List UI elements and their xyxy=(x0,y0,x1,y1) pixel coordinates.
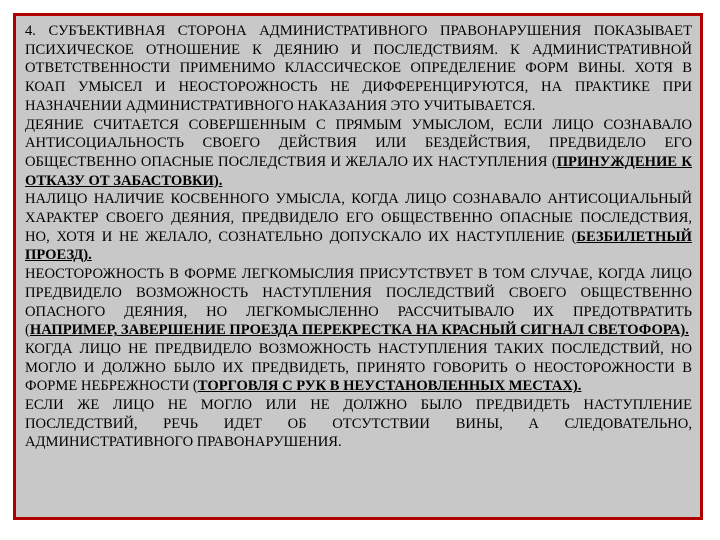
paragraph-text: НЕОСТОРОЖНОСТЬ В ФОРМЕ ЛЕГКОМЫСЛИЯ ПРИСУТСТВУЕТ В ТОМ СЛУЧАЕ, КОГДА ЛИЦО ПРЕДВИДЕЛО ВОЗМОЖНОСТЬ НАСТУПЛЕНИЯ ПОСЛЕДСТВИЙ СВОЕГО ОБЩЕСТВЕННО ОПАСНОГО ДЕЯНИЯ, НО ЛЕГКОМЫСЛЕННО РАССЧИТЫВАЛО ИХ ПРЕДОТВРАТИТЬ ( xyxy=(25,266,692,339)
example-text: ПРИНУЖДЕНИЕ К ОТКАЗУ ОТ ЗАБАСТОВКИ). xyxy=(25,153,692,189)
example-text: БЕЗБИЛЕТНЫЙ ПРОЕЗД). xyxy=(25,228,692,264)
paragraph-intro xyxy=(25,22,692,116)
paragraph-text: ДЕЯНИЕ СЧИТАЕТСЯ СОВЕРШЕННЫМ С ПРЯМЫМ УМЫСЛОМ, ЕСЛИ ЛИЦО СОЗНАВАЛО АНТИСОЦИАЛЬНОСТЬ СВОЕГО ДЕЙСТВИЯ ИЛИ БЕЗДЕЙСТВИЯ, ПРЕДВИДЕЛО ЕГО ОБЩЕСТВЕННО ОПАСНЫЕ ПОСЛЕДСТВИЯ И ЖЕЛАЛО ИХ НАСТУПЛЕНИЯ ( xyxy=(25,116,692,170)
paragraph-indirect-intent xyxy=(25,190,692,265)
text-panel xyxy=(13,13,703,520)
paragraph-text: 4. СУБЪЕКТИВНАЯ СТОРОНА АДМИНИСТРАТИВНОГО ПРАВОНАРУШЕНИЯ ПОКАЗЫВАЕТ ПСИХИЧЕСКОЕ ОТНОШЕНИЕ К ДЕЯНИЮ И ПОСЛЕДСТВИЯМ. К АДМИНИСТРАТИВНОЙ ОТВЕТСТВЕННОСТИ ПРИМЕНИМО КЛАССИЧЕСКОЕ ОПРЕДЕЛЕНИЕ ФОРМ ВИНЫ. ХОТЯ В КОАП УМЫСЕЛ И НЕОСТОРОЖНОСТЬ НЕ ДИФФЕРЕНЦИРУЮТСЯ, НА ПРАКТИКЕ ПРИ НАЗНАЧЕНИИ АДМИНИСТРАТИВНОГО НАКАЗАНИЯ ЭТО УЧИТЫВАЕТСЯ. xyxy=(25,23,692,114)
body-text xyxy=(25,22,692,452)
paragraph-text: ЕСЛИ ЖЕ ЛИЦО НЕ МОГЛО ИЛИ НЕ ДОЛЖНО БЫЛО ПРЕДВИДЕТЬ НАСТУПЛЕНИЕ ПОСЛЕДСТВИЙ, РЕЧЬ ИДЕТ ОБ ОТСУТСТВИИ ВИНЫ, А СЛЕДОВАТЕЛЬНО, АДМИНИСТРАТИВНОГО ПРАВОНАРУШЕНИЯ. xyxy=(25,397,692,451)
example-text: НАПРИМЕР, ЗАВЕРШЕНИЕ ПРОЕЗДА ПЕРЕКРЕСТКА НА КРАСНЫЙ СИГНАЛ СВЕТОФОРА). xyxy=(29,322,689,339)
paragraph-frivolity xyxy=(25,265,692,340)
paragraph-no-guilt xyxy=(25,396,692,452)
paragraph-negligence xyxy=(25,340,692,396)
paragraph-text: КОГДА ЛИЦО НЕ ПРЕДВИДЕЛО ВОЗМОЖНОСТЬ НАСТУПЛЕНИЯ ТАКИХ ПОСЛЕДСТВИЙ, НО МОГЛО И ДОЛЖНО БЫЛО ИХ ПРЕДВИДЕТЬ, ПРИНЯТО ГОВОРИТЬ О НЕОСТОРОЖНОСТИ В ФОРМЕ НЕБРЕЖНОСТИ ( xyxy=(25,340,692,395)
paragraph-direct-intent xyxy=(25,116,692,191)
example-text: ТОРГОВЛЯ С РУК В НЕУСТАНОВЛЕННЫХ МЕСТАХ). xyxy=(197,378,582,395)
paragraph-text: НАЛИЦО НАЛИЧИЕ КОСВЕННОГО УМЫСЛА, КОГДА ЛИЦО СОЗНАВАЛО АНТИСОЦИАЛЬНЫЙ ХАРАКТЕР СВОЕГО ДЕЯНИЯ, ПРЕДВИДЕЛО ЕГО ОБЩЕСТВЕННО ОПАСНЫЕ ПОСЛЕДСТВИЯ, НО, ХОТЯ И НЕ ЖЕЛАЛО, СОЗНАТЕЛЬНО ДОПУСКАЛО ИХ НАСТУПЛЕНИЕ ( xyxy=(25,191,692,245)
